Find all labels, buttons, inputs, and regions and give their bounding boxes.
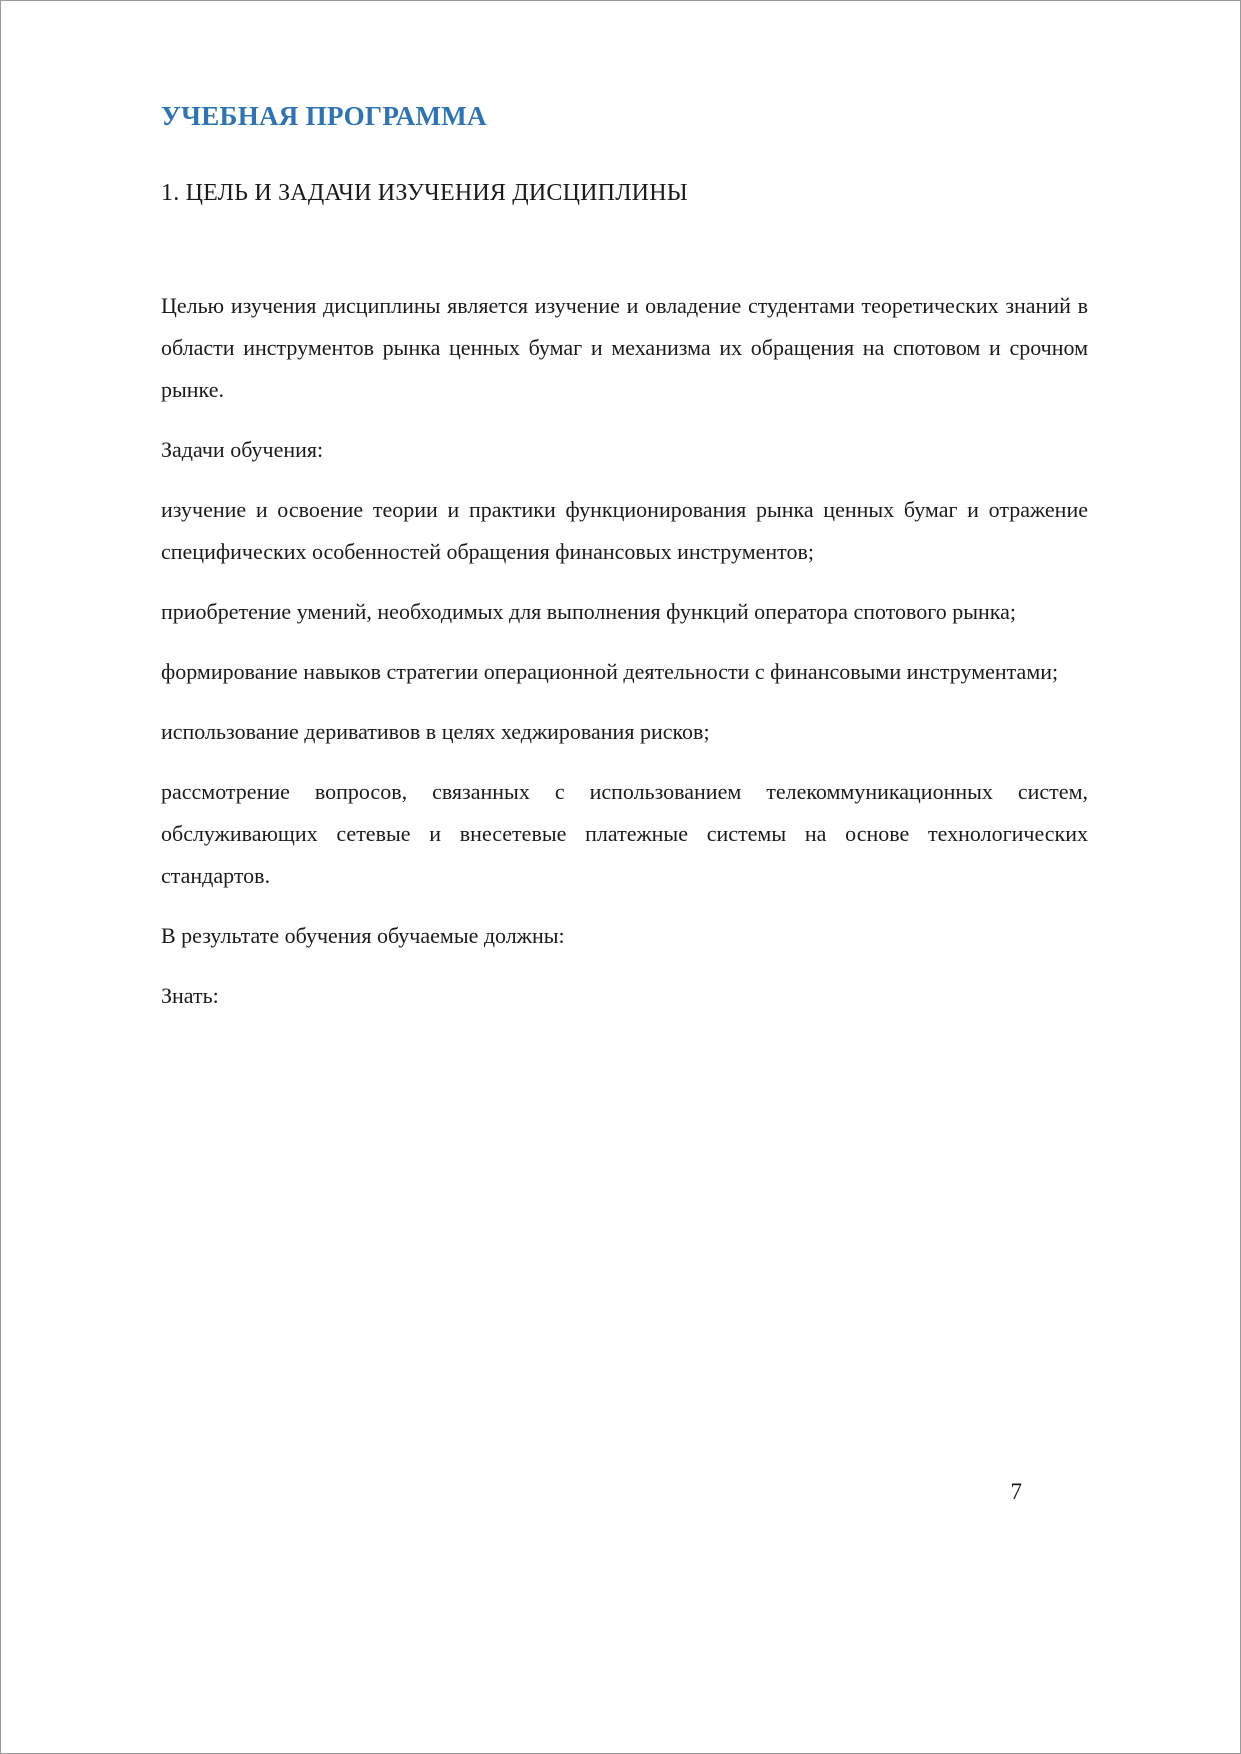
paragraph: использование деривативов в целях хеджирования рисков; (161, 719, 710, 744)
paragraph: формирование навыков стратегии операционной деятельности с финансовыми инструментами; (161, 659, 1059, 684)
page-content (161, 101, 1088, 1035)
body-text (161, 285, 1088, 1017)
paragraph: Знать: (161, 983, 219, 1008)
section-heading: 1. ЦЕЛЬ И ЗАДАЧИ ИЗУЧЕНИЯ ДИСЦИПЛИНЫ (161, 180, 688, 206)
paragraph: В результате обучения обучаемые должны: (161, 923, 565, 948)
document-title: УЧЕБНАЯ ПРОГРАММА (161, 101, 487, 131)
paragraph: изучение и освоение теории и практики функционирования рынка ценных бумаг и отражение специфических особенностей обращения финансовых инструментов; (161, 497, 1088, 564)
paragraph: Целью изучения дисциплины является изучение и овладение студентами теоретических знаний в области инструментов рынка ценных бумаг и механизма их обращения на спотовом и срочном рынке. (161, 293, 1088, 402)
paragraph: Задачи обучения: (161, 437, 324, 462)
paragraph: приобретение умений, необходимых для выполнения функций оператора спотового рынка; (161, 599, 1017, 624)
paragraph: рассмотрение вопросов, связанных с использованием телекоммуникационных систем, обслуживающих сетевые и внесетевые платежные системы на основе технологических стандартов. (161, 779, 1088, 888)
page-number: 7 (1010, 1479, 1022, 1504)
